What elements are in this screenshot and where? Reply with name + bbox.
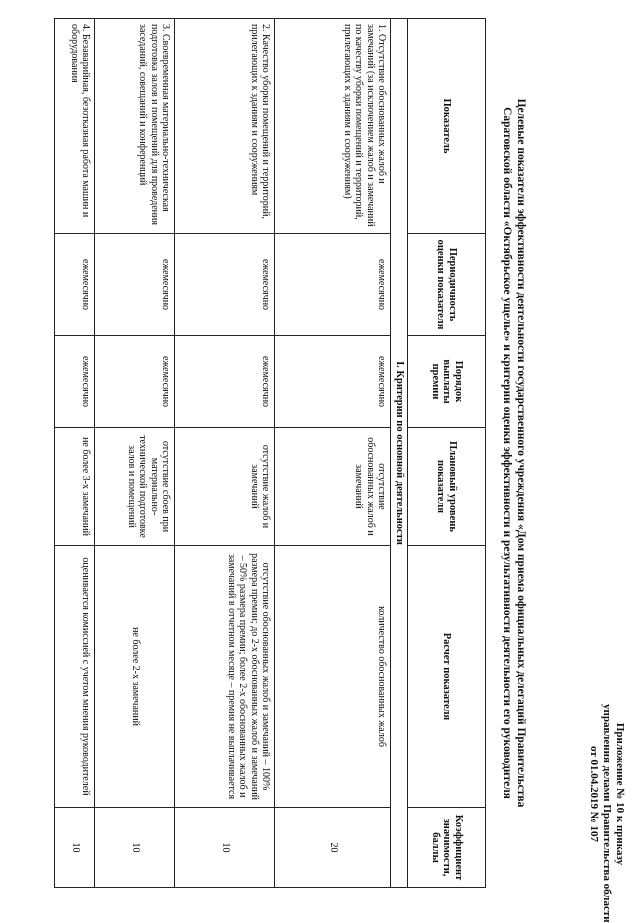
row-target: отсутствие сбоев при материально-технической подготовке залов и помещений [95, 428, 175, 546]
row-target: отсутствие жалоб и замечаний [175, 428, 275, 546]
row-calculation: не более 2-х замечаний [95, 546, 175, 808]
row-indicator: 3. Своевременная материально-техническая подготовка залов и помещений для проведения заседаний, совещаний и конференций [95, 19, 175, 234]
header-target: Плановый уровень показателя [408, 428, 486, 546]
row-payment: ежемесячно [95, 336, 175, 428]
section-title: I. Критерии по основной деятельности [391, 19, 408, 888]
table-row [95, 19, 175, 888]
appendix-line-2: управления делами Правительства области [601, 704, 613, 923]
table-row [55, 19, 95, 888]
kpi-table [55, 18, 487, 888]
header-calculation: Расчет показателя [408, 546, 486, 808]
title-line-1: Целевые показатели эффективности деятельности государственного учреждения «Дом приема официальных делегаций Правительства [515, 98, 527, 808]
row-periodicity: ежемесячно [275, 234, 391, 336]
appendix-line-1: Приложение № 10 к приказу [614, 722, 626, 866]
row-coefficient: 10 [175, 808, 275, 888]
row-calculation: количество обоснованных жалоб [275, 546, 391, 808]
title-line-2: Саратовской области «Октябрьское ущелье» и критерии оценки эффективности и результативности деятельности его руководителя [501, 107, 513, 799]
row-payment: ежемесячно [275, 336, 391, 428]
row-indicator: 4. Безаварийная, безотказная работа машин и оборудования [55, 19, 95, 234]
row-coefficient: 10 [55, 808, 95, 888]
table-row [275, 19, 391, 888]
row-target: не более 3-х замечаний [55, 428, 95, 546]
row-payment: ежемесячно [175, 336, 275, 428]
row-indicator: 2. Качество уборки помещений и территорий, прилегающих к зданиям и сооружениям [175, 19, 275, 234]
row-coefficient: 10 [95, 808, 175, 888]
row-periodicity: ежемесячно [95, 234, 175, 336]
appendix-line-3: от 01.04.2019 № 107 [588, 745, 600, 843]
section-row [391, 19, 408, 888]
row-periodicity: ежемесячно [55, 234, 95, 336]
table-row [175, 19, 275, 888]
header-indicator: Показатель [408, 19, 486, 234]
document-title [500, 18, 528, 888]
row-payment: ежемесячно [55, 336, 95, 428]
table-header-row [408, 19, 486, 888]
appendix-note [587, 704, 626, 923]
row-indicator: 1. Отсутствие обоснованных жалоб и замечаний (за исключением жалоб и замечаний по качеству уборки помещений и территорий, прилегающих к зданиям и сооружениям) [275, 19, 391, 234]
header-payment: Порядок выплаты премии [408, 336, 486, 428]
row-calculation: отсутствие обоснованных жалоб и замечаний – 100% размера премии; до 2-х обоснованных жалоб и замечаний – 50% размера премии; более 2-х обоснованных жалоб и замечаний в отчетном месяце – премия не выплачивается [175, 546, 275, 808]
row-coefficient: 20 [275, 808, 391, 888]
row-calculation: оценивается комиссией с учетом мнения руководителей [55, 546, 95, 808]
header-periodicity: Периодичность оценки показателя [408, 234, 486, 336]
row-target: отсутствие обоснованных жалоб и замечаний [275, 428, 391, 546]
row-periodicity: ежемесячно [175, 234, 275, 336]
header-coefficient: Коэффициент значимости, баллы [408, 808, 486, 888]
